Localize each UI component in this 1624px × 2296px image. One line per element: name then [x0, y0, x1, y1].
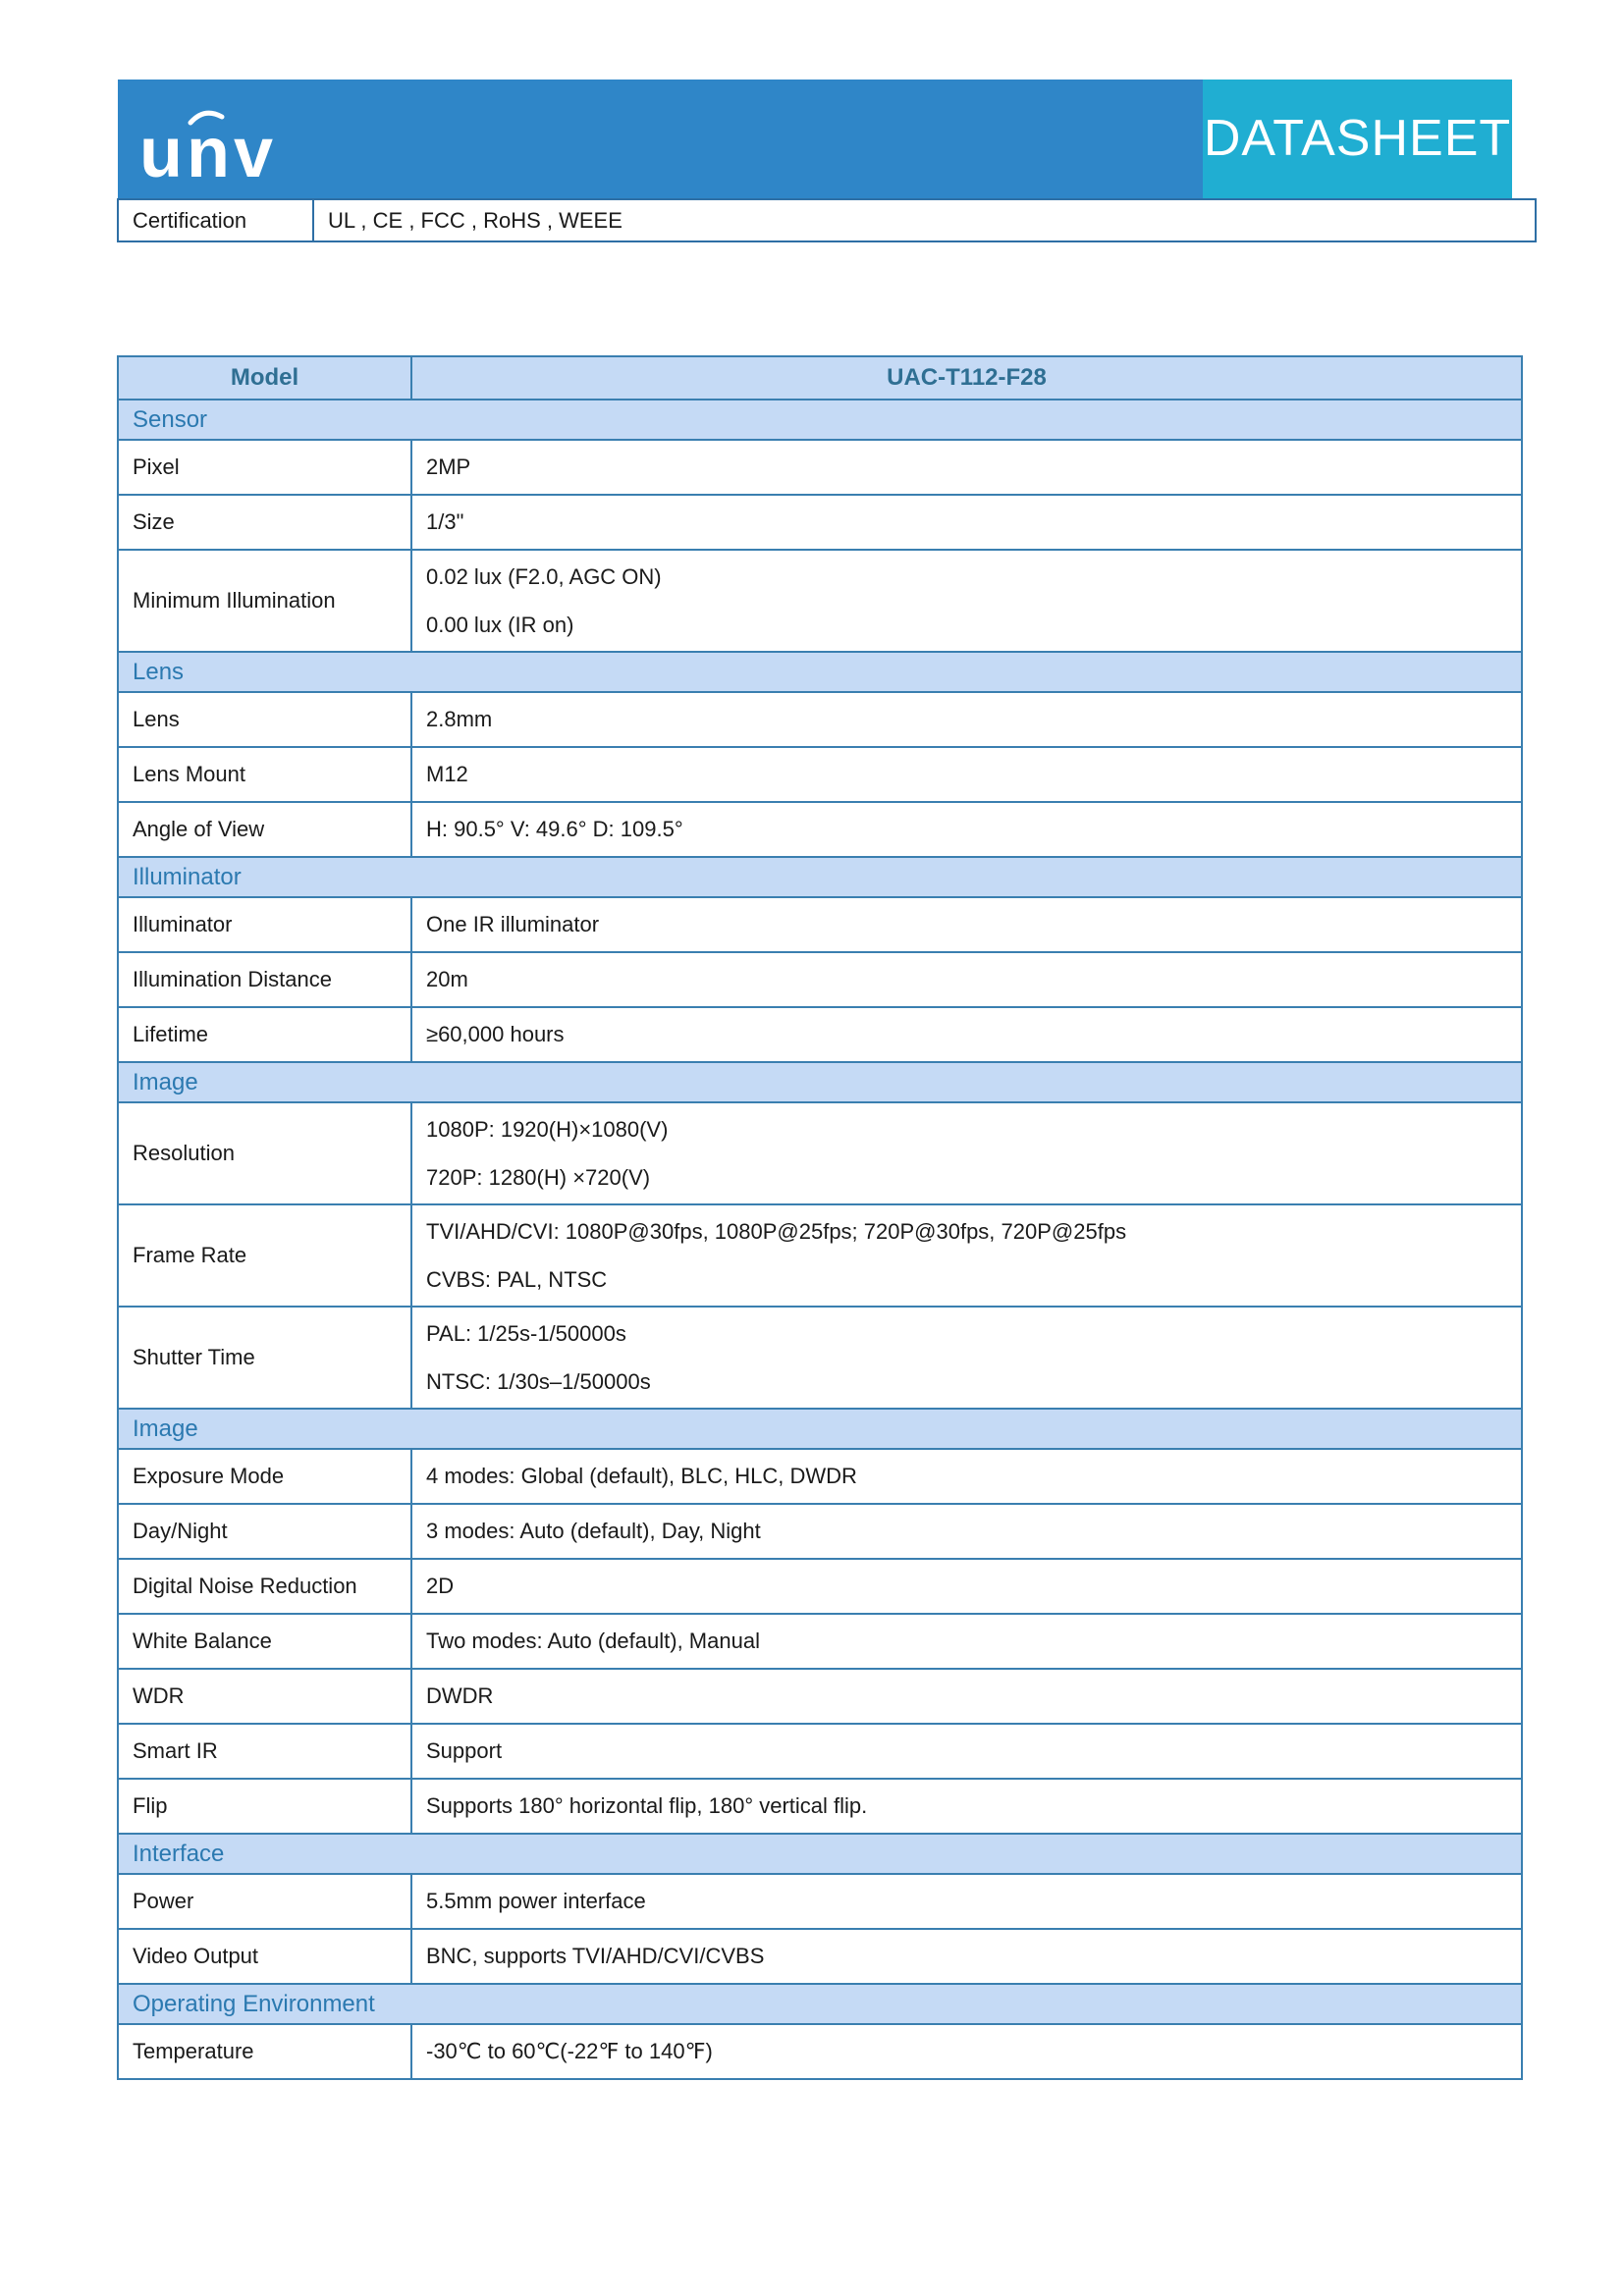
- spec-label: Illuminator: [118, 897, 411, 952]
- spec-row: [118, 1307, 1522, 1409]
- spec-row: [118, 1559, 1522, 1614]
- spec-value: [411, 440, 1522, 495]
- logo-text: unv: [139, 114, 278, 192]
- section-title: Lens: [118, 652, 1522, 692]
- spec-value: [411, 952, 1522, 1007]
- spec-value: [411, 1559, 1522, 1614]
- section-header-row: [118, 857, 1522, 897]
- spec-value: [411, 802, 1522, 857]
- spec-label: WDR: [118, 1669, 411, 1724]
- spec-label: Frame Rate: [118, 1204, 411, 1307]
- section-header-row: [118, 1409, 1522, 1449]
- section-header-row: [118, 1834, 1522, 1874]
- spec-value: [411, 692, 1522, 747]
- spec-value: [411, 897, 1522, 952]
- spec-label: Shutter Time: [118, 1307, 411, 1409]
- spec-value: [411, 1449, 1522, 1504]
- spec-value-line: One IR illuminator: [426, 912, 600, 936]
- spec-value-line: 0.00 lux (IR on): [426, 613, 574, 637]
- spec-row: [118, 1669, 1522, 1724]
- spec-row: [118, 550, 1522, 652]
- spec-row: [118, 692, 1522, 747]
- spec-value: [411, 550, 1522, 652]
- section-title: Operating Environment: [118, 1984, 1522, 2024]
- spec-label: Size: [118, 495, 411, 550]
- spec-row: [118, 897, 1522, 952]
- spec-value-line: H: 90.5° V: 49.6° D: 109.5°: [426, 817, 683, 841]
- spec-value-line: 4 modes: Global (default), BLC, HLC, DWDR: [426, 1464, 857, 1488]
- spec-value: [411, 1669, 1522, 1724]
- section-title: Illuminator: [118, 857, 1522, 897]
- spec-label: Smart IR: [118, 1724, 411, 1779]
- spec-row: [118, 747, 1522, 802]
- spec-value-line: Support: [426, 1738, 503, 1763]
- spec-table: [117, 355, 1523, 2080]
- spec-label: Minimum Illumination: [118, 550, 411, 652]
- header-banner: [118, 80, 1512, 198]
- spec-value-line: 3 modes: Auto (default), Day, Night: [426, 1519, 761, 1543]
- spec-row: [118, 1504, 1522, 1559]
- spec-value-line: PAL: 1/25s-1/50000s: [426, 1321, 626, 1346]
- spec-value-line: BNC, supports TVI/AHD/CVI/CVBS: [426, 1944, 765, 1968]
- spec-value: [411, 495, 1522, 550]
- spec-row: [118, 1779, 1522, 1834]
- spec-value-line: NTSC: 1/30s–1/50000s: [426, 1369, 651, 1394]
- spec-value: [411, 1307, 1522, 1409]
- spec-label: Exposure Mode: [118, 1449, 411, 1504]
- spec-value: [411, 1614, 1522, 1669]
- spec-value: [411, 1724, 1522, 1779]
- spec-label: Power: [118, 1874, 411, 1929]
- spec-row: [118, 1614, 1522, 1669]
- spec-row: [118, 1007, 1522, 1062]
- spec-value: [411, 1874, 1522, 1929]
- spec-row: [118, 1102, 1522, 1204]
- spec-value: [411, 1504, 1522, 1559]
- spec-value: [411, 1204, 1522, 1307]
- spec-row: [118, 952, 1522, 1007]
- datasheet-label: DATASHEET: [1203, 80, 1512, 198]
- spec-label: Day/Night: [118, 1504, 411, 1559]
- section-title: Sensor: [118, 400, 1522, 440]
- spec-value-line: CVBS: PAL, NTSC: [426, 1267, 608, 1292]
- spec-value-line: 2MP: [426, 454, 471, 479]
- section-title: Interface: [118, 1834, 1522, 1874]
- spec-label: Temperature: [118, 2024, 411, 2079]
- spec-value: [411, 747, 1522, 802]
- certification-label: Certification: [118, 199, 313, 241]
- spec-label: Video Output: [118, 1929, 411, 1984]
- spec-value-line: TVI/AHD/CVI: 1080P@30fps, 1080P@25fps; 720P@30fps, 720P@25fps: [426, 1219, 1127, 1244]
- spec-label: Flip: [118, 1779, 411, 1834]
- spec-value: [411, 1779, 1522, 1834]
- spec-label: Lens Mount: [118, 747, 411, 802]
- spec-label: Lens: [118, 692, 411, 747]
- spec-value-line: 1/3": [426, 509, 464, 534]
- spec-label: White Balance: [118, 1614, 411, 1669]
- section-header-row: [118, 1062, 1522, 1102]
- spec-label: Lifetime: [118, 1007, 411, 1062]
- spec-value-line: 2D: [426, 1574, 455, 1598]
- spec-value-line: 20m: [426, 967, 468, 991]
- spec-row: [118, 802, 1522, 857]
- spec-value-line: ≥60,000 hours: [426, 1022, 565, 1046]
- spec-label: Pixel: [118, 440, 411, 495]
- spec-value-line: 2.8mm: [426, 707, 493, 731]
- header-banner-main: [118, 80, 1203, 198]
- spec-value-line: M12: [426, 762, 468, 786]
- section-header-row: [118, 1984, 1522, 2024]
- spec-row: [118, 1929, 1522, 1984]
- certification-value: UL , CE , FCC , RoHS , WEEE: [313, 199, 1536, 241]
- spec-value-line: Two modes: Auto (default), Manual: [426, 1629, 760, 1653]
- model-header-row: [118, 356, 1522, 400]
- spec-value-line: -30℃ to 60℃(-22℉ to 140℉): [426, 2039, 713, 2063]
- certification-table: [117, 198, 1537, 242]
- section-header-row: [118, 400, 1522, 440]
- spec-value: [411, 1929, 1522, 1984]
- spec-label: Angle of View: [118, 802, 411, 857]
- spec-value-line: 5.5mm power interface: [426, 1889, 646, 1913]
- spec-value: [411, 1007, 1522, 1062]
- spec-value: [411, 2024, 1522, 2079]
- spec-value-line: Supports 180° horizontal flip, 180° vertical flip.: [426, 1793, 868, 1818]
- unv-logo: [139, 101, 287, 192]
- certification-row: [118, 199, 1536, 241]
- model-value: UAC-T112-F28: [411, 356, 1522, 400]
- section-header-row: [118, 652, 1522, 692]
- spec-row: [118, 1204, 1522, 1307]
- spec-label: Digital Noise Reduction: [118, 1559, 411, 1614]
- section-title: Image: [118, 1409, 1522, 1449]
- spec-row: [118, 495, 1522, 550]
- spec-row: [118, 2024, 1522, 2079]
- spec-row: [118, 440, 1522, 495]
- spec-row: [118, 1724, 1522, 1779]
- spec-value-line: 720P: 1280(H) ×720(V): [426, 1165, 651, 1190]
- spec-row: [118, 1449, 1522, 1504]
- spec-label: Illumination Distance: [118, 952, 411, 1007]
- spec-value-line: 1080P: 1920(H)×1080(V): [426, 1117, 669, 1142]
- spec-label: Resolution: [118, 1102, 411, 1204]
- spec-row: [118, 1874, 1522, 1929]
- spec-value-line: 0.02 lux (F2.0, AGC ON): [426, 564, 662, 589]
- section-title: Image: [118, 1062, 1522, 1102]
- model-label: Model: [118, 356, 411, 400]
- spec-value-line: DWDR: [426, 1683, 494, 1708]
- spec-value: [411, 1102, 1522, 1204]
